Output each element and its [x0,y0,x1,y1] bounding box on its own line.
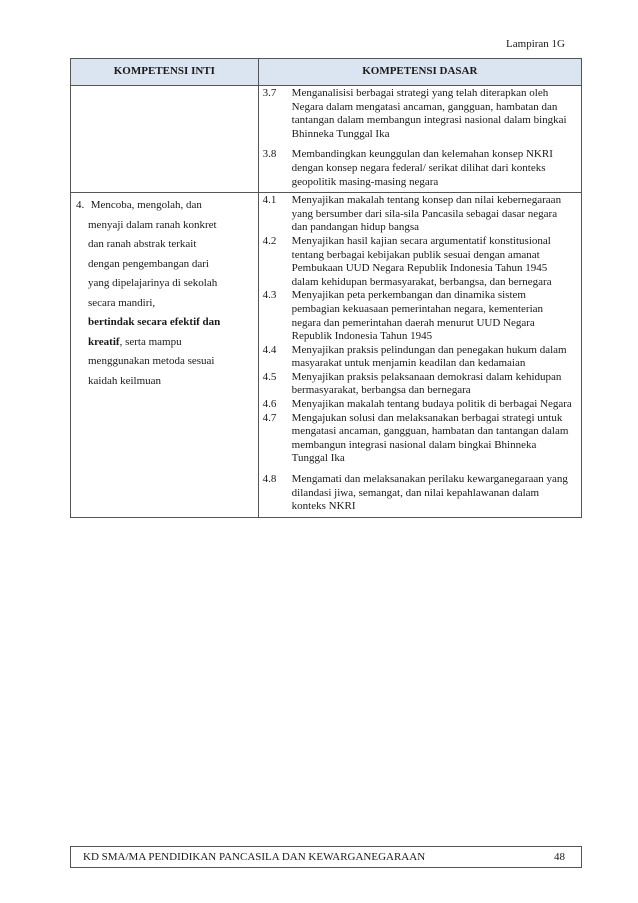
kd-text: Menyajikan makalah tentang konsep dan nilai kebernegaraan yang bersumber dari sila-sila Pancasila sebagai dasar negara dan pandangan hidup bangsa [291,194,562,234]
kd-cell [258,86,581,193]
table-header-row [71,59,582,86]
kd-text: Menganalisisi berbagai strategi yang telah diterapkan oleh Negara dalam mengatasi ancaman, gangguan, hambatan dan tantangan dalam membangun integrasi nasional dalam bingkai Bhinneka Tunggal Ika [291,87,567,140]
kd-item [259,194,581,235]
kd-text: Mengajukan solusi dan melaksanakan berbagai strategi untuk mengatasi ancaman, gangguan, hambatan dan tantangan dalam membangun integrasi nasional dalam bingkai Bhinneka Tunggal Ika [291,411,569,465]
kd-number: 4.6 [262,398,277,411]
ki-line: menyaji dalam ranah konkret [88,218,217,231]
kd-text: Menyajikan makalah tentang budaya politik di berbagai Negara [291,398,572,411]
ki-text: Mencoba, mengolah, dan [90,199,202,212]
ki-line: menggunakan metoda sesuai [88,355,215,368]
ki-line-bold: bertindak secara efektif dan [88,316,221,329]
page-number: 48 [554,851,565,863]
ki-line: kaidah keilmuan [88,374,162,387]
kd-number: 3.7 [262,87,277,99]
kd-item [259,344,581,371]
footer-title: KD SMA/MA PENDIDIKAN PANCASILA DAN KEWARGANEGARAAN [83,851,426,863]
kd-cell [258,193,581,518]
kd-item [259,87,581,141]
kd-number: 4.7 [262,411,277,424]
ki-bold-word: kreatif [88,335,120,348]
table-row [71,193,582,518]
ki-cell [71,193,259,518]
kd-text: Membandingkan keunggulan dan kelemahan konsep NKRI dengan konsep negara federal/ serikat dilihat dari konteks geopolitik masing-masing negara [291,148,553,188]
ki-line: yang dipelajarinya di sekolah [88,277,218,290]
ki-line: dan ranah abstrak terkait [88,238,197,251]
kd-number: 4.2 [262,234,277,247]
ki-line [76,333,252,353]
kd-text: Menyajikan praksis pelaksanaan demokrasi dalam kehidupan bermasyarakat, berbangsa dan bernegara [291,370,562,397]
kd-number: 4.4 [262,343,277,356]
kd-number: 4.3 [262,289,277,302]
table-row [71,86,582,193]
kd-number: 4.8 [262,473,277,486]
kd-item [259,398,581,412]
kd-item [259,289,581,343]
kd-number: 4.1 [262,194,277,207]
kd-item [259,412,581,466]
ki-number: 4. [76,199,85,212]
lampiran-label: Lampiran 1G [506,38,565,50]
ki-line [76,196,252,216]
ki-text: , serta mampu [119,335,182,348]
kd-text: Menyajikan peta perkembangan dan dinamika sistem pembagian kekuasaan pemerintahan negara, kementerian negara dan pemerintahan daerah menurut UUD Negara Republik Indonesia Tahun 1945 [291,289,544,343]
ki-cell-empty [71,86,259,193]
page-footer [70,846,582,868]
ki-line: secara mandiri, [88,296,156,309]
kd-item [259,235,581,289]
kd-text: Menyajikan hasil kajian secara argumentatif konstitusional tentang berbagai kebijakan publik sesuai dengan amanat Pembukaan UUD Negara Republik Indonesia Tahun 1945 dalam kehidupan bermasyarakat, berbangsa, dan bernegara [291,234,552,288]
kompetensi-table [70,58,582,518]
kd-item [259,473,581,514]
kd-item [259,148,581,189]
ki-line: dengan pengembangan dari [88,257,209,270]
kd-number: 3.8 [262,148,277,161]
header-kompetensi-inti: KOMPETENSI INTI [71,59,259,86]
kd-item [259,371,581,398]
header-kompetensi-dasar: KOMPETENSI DASAR [258,59,581,86]
kd-text: Menyajikan praksis pelindungan dan penegakan hukum dalam masyarakat untuk menjamin keadilan dan kedamaian [291,343,567,370]
kd-number: 4.5 [262,370,277,383]
kd-text: Mengamati dan melaksanakan perilaku kewarganegaraan yang dilandasi jiwa, semangat, dan nilai kepahlawanan dalam konteks NKRI [291,473,568,513]
